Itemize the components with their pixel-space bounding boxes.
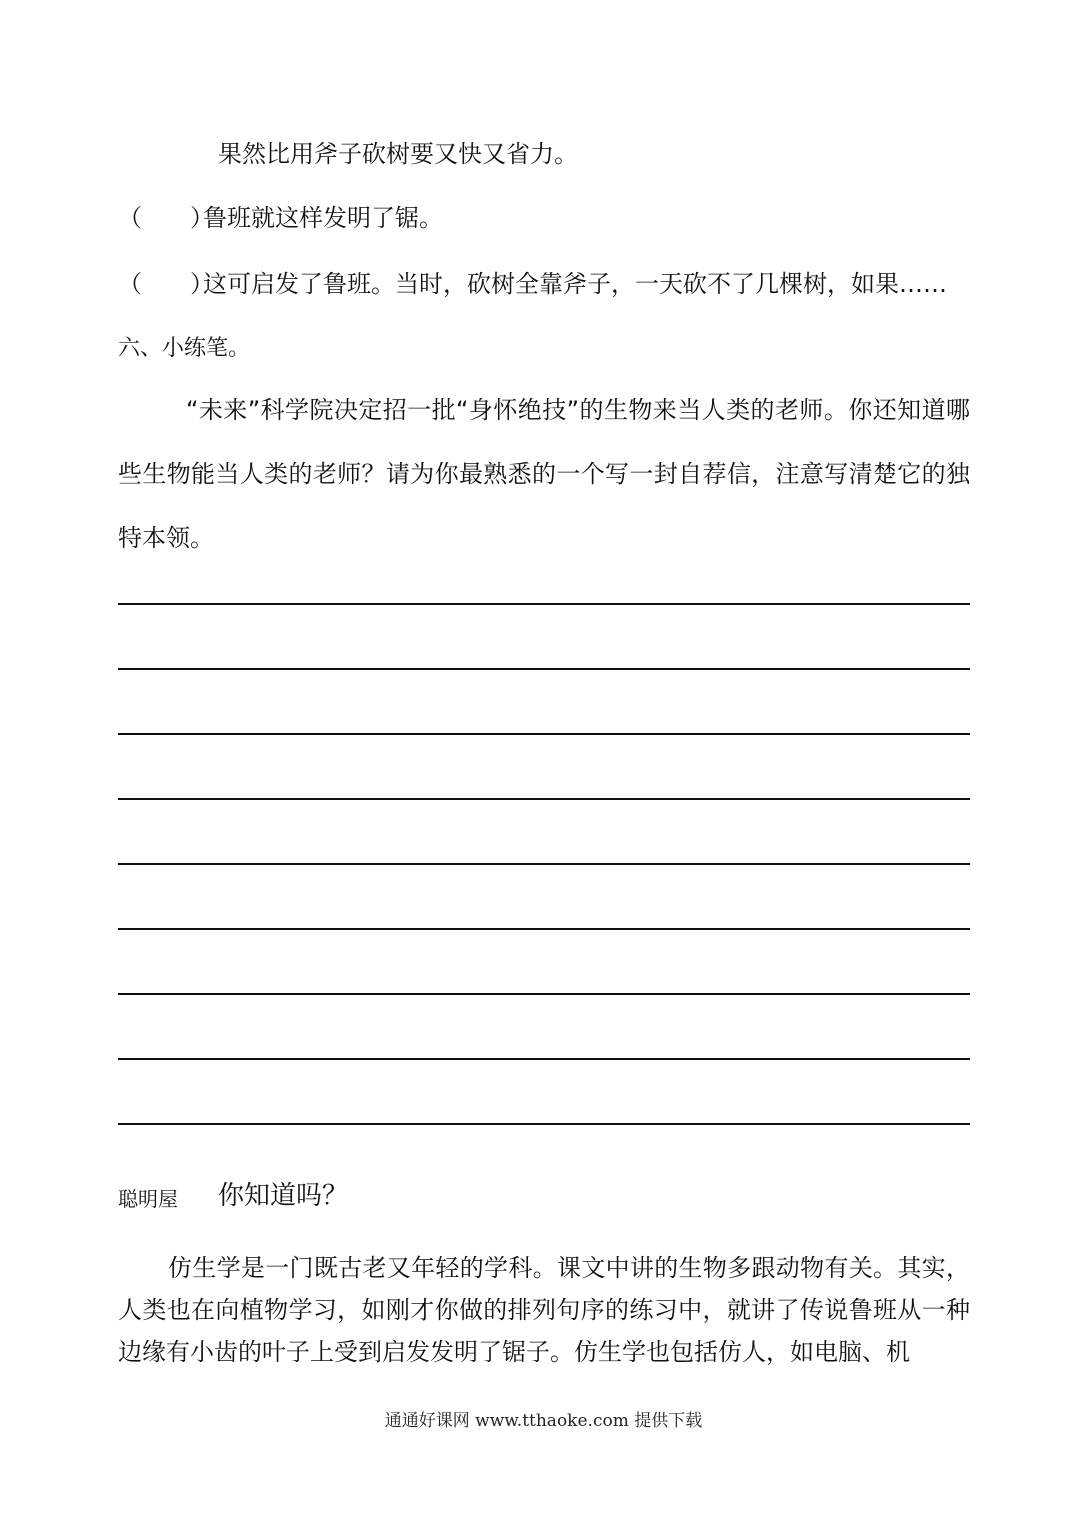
writing-line[interactable]	[118, 1123, 970, 1125]
ordering-item-text: 这可启发了鲁班。当时，砍树全靠斧子，一天砍不了几棵树，如果……	[203, 270, 947, 298]
sentence-saw-result: 果然比用斧子砍树要又快又省力。	[218, 140, 578, 168]
section-heading-writing-practice: 六、小练笔。	[118, 336, 251, 361]
writing-prompt: “未来”科学院决定招一批“身怀绝技”的生物来当人类的老师。你还知道哪些生物能当人类的老师？请为你最熟悉的一个写一封自荐信，注意写清楚它的独特本领。	[118, 396, 970, 552]
footer-source: 通通好课网 www.tthaoke.com 提供下载	[384, 1411, 703, 1431]
ordering-item-text: 鲁班就这样发明了锯。	[203, 204, 443, 232]
answer-blank-parentheses[interactable]: （ ）	[118, 204, 214, 232]
ordering-item-inspired	[118, 268, 947, 300]
writing-line[interactable]	[118, 603, 970, 605]
writing-line[interactable]	[118, 668, 970, 670]
writing-line[interactable]	[118, 798, 970, 800]
smart-house-body: 仿生学是一门既古老又年轻的学科。课文中讲的生物多跟动物有关。其实，人类也在向植物学习，如刚才你做的排列句序的练习中，就讲了传说鲁班从一种边缘有小齿的叶子上受到启发发明了锯子。仿生学也包括仿人，如电脑、机	[118, 1254, 970, 1366]
writing-line[interactable]	[118, 863, 970, 865]
writing-line[interactable]	[118, 1058, 970, 1060]
ordering-item-invented-saw	[118, 202, 443, 234]
writing-line[interactable]	[118, 733, 970, 735]
writing-line[interactable]	[118, 928, 970, 930]
smart-house-label: 聪明屋	[118, 1187, 178, 1211]
writing-line[interactable]	[118, 993, 970, 995]
smart-house-title: 你知道吗？	[218, 1181, 349, 1211]
answer-blank-parentheses[interactable]: （ ）	[118, 270, 214, 298]
